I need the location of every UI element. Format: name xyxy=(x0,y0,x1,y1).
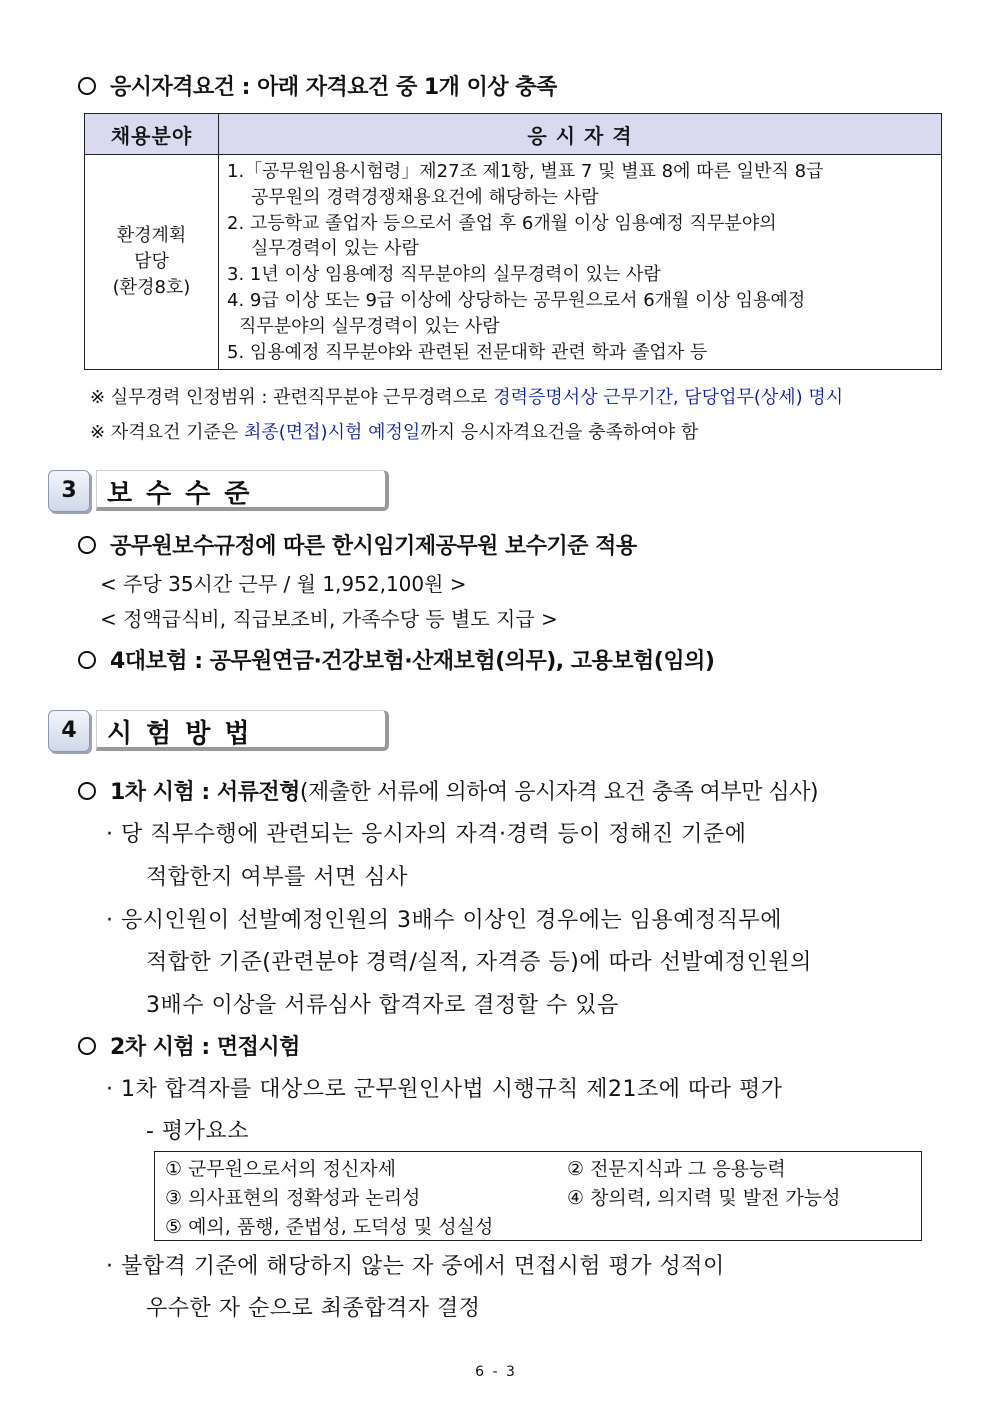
col-header-field: 채용분야 xyxy=(85,114,219,155)
qual-line: 2. 고등학교 졸업자 등으로서 졸업 후 6개월 이상 임용예정 직무분야의 xyxy=(227,212,777,234)
section-title-box xyxy=(96,710,389,751)
qualification-table xyxy=(84,113,942,370)
qual-line: 5. 임용예정 직무분야와 관련된 전문대학 관련 학과 졸업자 등 xyxy=(227,341,708,363)
evaluation-elements-box xyxy=(154,1151,922,1241)
eval-item: ③ 의사표현의 정확성과 논리성 xyxy=(165,1187,421,1209)
quals-cell xyxy=(219,155,942,370)
section-title: 시험방법 xyxy=(107,719,264,749)
section-number: 3 xyxy=(48,470,90,512)
qual-line: 실무경력이 있는 사람 xyxy=(251,238,419,260)
section-number: 4 xyxy=(48,710,90,752)
note-deadline: ※ 자격요건 기준은 최종(면접)시험 예정일까지 응시자격요건을 충족하여야 함 xyxy=(90,422,699,443)
page-number: 6 - 3 xyxy=(475,1364,517,1380)
field-cell xyxy=(85,155,219,370)
exam2-line: 우수한 자 순으로 최종합격자 결정 xyxy=(146,1296,481,1321)
section-title-box xyxy=(96,470,389,511)
exam2-line: · 불합격 기준에 해당하지 않는 자 중에서 면접시험 평가 성적이 xyxy=(106,1254,725,1279)
qual-line: 3. 1년 이상 임용예정 직무분야의 실무경력이 있는 사람 xyxy=(227,264,661,286)
circle-bullet-icon xyxy=(78,782,96,800)
note-emphasis: 최종(면접)시험 예정일 xyxy=(243,422,421,443)
eval-item: ⑤ 예의, 품행, 준법성, 도덕성 및 성실성 xyxy=(165,1216,494,1238)
qual-line: 공무원의 경력경쟁채용요건에 해당하는 사람 xyxy=(251,186,599,208)
field-line: 담당 xyxy=(134,251,169,273)
circle-bullet-icon xyxy=(78,536,96,554)
pay-hours: < 주당 35시간 근무 / 월 1,952,100원 > xyxy=(100,572,467,596)
exam1-bullet: 1차 시험 : 서류전형(제출한 서류에 의하여 응시자격 요건 충족 여부만 심사) xyxy=(78,775,818,806)
eval-item: ② 전문지식과 그 응용능력 xyxy=(567,1158,786,1180)
field-line: (환경8호) xyxy=(112,277,191,299)
qual-line: 1.「공무원임용시험령」제27조 제1항, 별표 7 및 별표 8에 따른 일반직 8급 xyxy=(227,161,824,182)
qual-line: 직무분야의 실무경력이 있는 사람 xyxy=(239,315,500,337)
col-header-quals: 응 시 자 격 xyxy=(219,114,942,155)
exam1-line: 3배수 이상을 서류심사 합격자로 결정할 수 있음 xyxy=(146,993,619,1018)
pay-standard-bullet: 공무원보수규정에 따른 한시임기제공무원 보수기준 적용 xyxy=(78,529,637,560)
section-title: 보수수준 xyxy=(107,479,264,509)
exam2-line: · 1차 합격자를 대상으로 군무원인사법 시행규칙 제21조에 따라 평가 xyxy=(106,1077,783,1102)
exam2-bullet: 2차 시험 : 면접시험 xyxy=(78,1030,300,1061)
eval-item: ④ 창의력, 의지력 및 발전 가능성 xyxy=(567,1187,841,1209)
note-experience: ※ 실무경력 인정범위 : 관련직무분야 근무경력으로 경력증명서상 근무기간, 담당업무(상세) 명시 xyxy=(90,387,844,408)
insurance-bullet: 4대보험 : 공무원연금·건강보험·산재보험(의무), 고용보험(임의) xyxy=(78,644,714,675)
exam1-line: 적합한지 여부를 서면 심사 xyxy=(146,865,408,890)
qualification-heading: 응시자격요건 : 아래 자격요건 중 1개 이상 충족 xyxy=(78,70,557,101)
note-emphasis: 경력증명서상 근무기간, 담당업무(상세) 명시 xyxy=(493,387,844,408)
circle-bullet-icon xyxy=(78,651,96,669)
qual-line: 4. 9급 이상 또는 9급 이상에 상당하는 공무원으로서 6개월 이상 임용예정 xyxy=(227,289,806,311)
exam1-line: · 당 직무수행에 관련되는 응시자의 자격·경력 등이 정해진 기준에 xyxy=(106,822,747,847)
circle-bullet-icon xyxy=(78,1037,96,1055)
exam2-line: - 평가요소 xyxy=(146,1119,249,1144)
pay-allowances: < 정액급식비, 직급보조비, 가족수당 등 별도 지급 > xyxy=(100,607,558,631)
eval-item: ① 군무원으로서의 정신자세 xyxy=(165,1158,397,1180)
field-line: 환경계획 xyxy=(116,225,187,247)
circle-bullet-icon xyxy=(78,77,96,95)
exam1-line: · 응시인원이 선발예정인원의 3배수 이상인 경우에는 임용예정직무에 xyxy=(106,908,783,933)
exam1-line: 적합한 기준(관련분야 경력/실적, 자격증 등)에 따라 선발예정인원의 xyxy=(146,950,812,975)
